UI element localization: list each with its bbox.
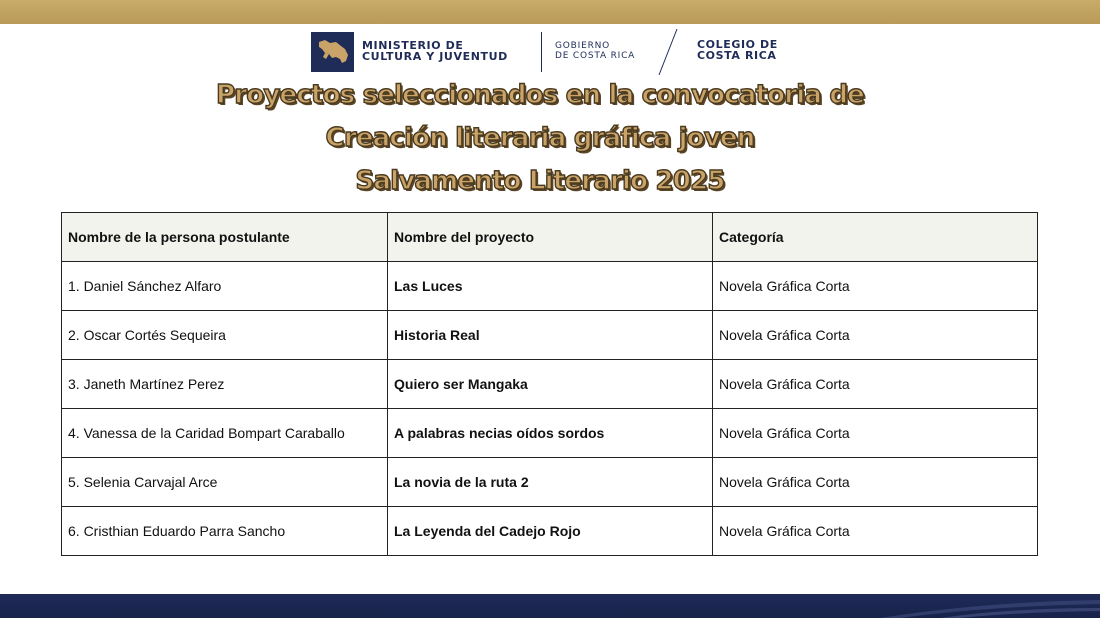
cell-categoria: Novela Gráfica Corta — [713, 360, 1038, 409]
cell-categoria: Novela Gráfica Corta — [713, 507, 1038, 556]
title-line-3: Salvamento Literario 2025 — [355, 166, 725, 196]
cell-proyecto: La Leyenda del Cadejo Rojo — [388, 507, 713, 556]
cell-postulante: 4. Vanessa de la Caridad Bompart Caraballo — [62, 409, 388, 458]
cell-proyecto: Las Luces — [388, 262, 713, 311]
table-row — [62, 458, 1038, 507]
cell-categoria: Novela Gráfica Corta — [713, 409, 1038, 458]
institution-logos — [310, 28, 800, 76]
cell-categoria: Novela Gráfica Corta — [713, 458, 1038, 507]
wave-decoration-icon — [0, 594, 1100, 618]
cell-postulante: 2. Oscar Cortés Sequeira — [62, 311, 388, 360]
cell-postulante: 5. Selenia Carvajal Arce — [62, 458, 388, 507]
logo-slash-divider — [656, 28, 680, 76]
cell-proyecto: Historia Real — [388, 311, 713, 360]
bottom-navy-band — [0, 594, 1100, 618]
table-row — [62, 311, 1038, 360]
column-header-postulante: Nombre de la persona postulante — [62, 213, 388, 262]
selected-projects-table — [61, 212, 1038, 556]
cell-proyecto: La novia de la ruta 2 — [388, 458, 713, 507]
table-row — [62, 262, 1038, 311]
cell-proyecto: Quiero ser Mangaka — [388, 360, 713, 409]
title-line-1: Proyectos seleccionados en la convocatoria de — [216, 80, 864, 110]
table-row — [62, 507, 1038, 556]
title-line-2: Creación literaria gráfica joven — [325, 123, 755, 153]
logo-divider — [541, 32, 542, 72]
page-title — [150, 74, 930, 203]
cell-proyecto: A palabras necias oídos sordos — [388, 409, 713, 458]
table-row — [62, 409, 1038, 458]
column-header-proyecto: Nombre del proyecto — [388, 213, 713, 262]
cell-postulante: 6. Cristhian Eduardo Parra Sancho — [62, 507, 388, 556]
costa-rica-map-emblem-icon — [311, 32, 354, 72]
top-gold-band — [0, 0, 1100, 24]
cell-categoria: Novela Gráfica Corta — [713, 311, 1038, 360]
cell-postulante: 3. Janeth Martínez Perez — [62, 360, 388, 409]
cell-categoria: Novela Gráfica Corta — [713, 262, 1038, 311]
colegio-logo-text: COLEGIO DE COSTA RICA — [697, 38, 778, 62]
ministerio-logo-text: MINISTERIO DE CULTURA Y JUVENTUD — [362, 39, 508, 63]
column-header-categoria: Categoría — [713, 213, 1038, 262]
table-header-row — [62, 213, 1038, 262]
gobierno-logo-text: GOBIERNO DE COSTA RICA — [555, 41, 636, 61]
table-row — [62, 360, 1038, 409]
cell-postulante: 1. Daniel Sánchez Alfaro — [62, 262, 388, 311]
